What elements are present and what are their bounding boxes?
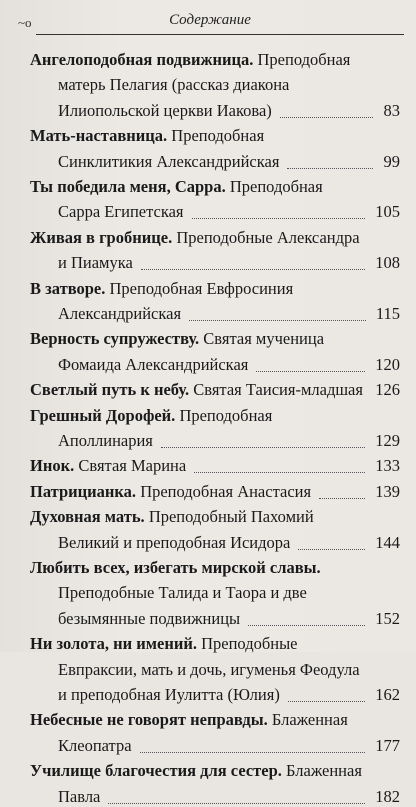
header-ornament: ~o xyxy=(18,15,32,30)
toc-entry-title: Грешный Дорофей. xyxy=(30,405,176,425)
toc-entry-title: Любить всех, избегать мирской славы. xyxy=(30,558,321,577)
toc-entry-first-line xyxy=(30,329,324,349)
toc-entry-subtitle: Преподобная xyxy=(225,177,323,196)
toc-entry-continuation: Илиопольской церкви Иакова) xyxy=(58,100,272,120)
toc-entry-first-line xyxy=(30,126,264,146)
dot-leader xyxy=(141,268,365,270)
toc-entry-continuation: Аполлинария xyxy=(58,431,153,450)
toc-page-number: 108 xyxy=(375,253,400,273)
toc-entry-continuation: и преподобная Иулитта (Юлия) xyxy=(58,685,280,704)
toc-entry-first-line xyxy=(30,380,363,400)
toc-entry-title: Патрицианка. xyxy=(30,481,137,501)
toc-entry-subtitle: Преподобная xyxy=(175,405,273,425)
toc-page-number: 115 xyxy=(375,304,400,323)
toc-entry-first-line xyxy=(30,228,360,248)
toc-entry-title: В затворе. xyxy=(30,278,106,298)
dot-leader xyxy=(140,751,365,753)
toc-entry-first-line xyxy=(30,177,323,197)
toc-entry-subtitle: Преподобная xyxy=(167,126,265,146)
toc-entry-continuation: Александрийская xyxy=(58,304,182,323)
toc-page-number: 152 xyxy=(375,608,400,628)
toc-entry-subtitle: Блаженная xyxy=(267,710,348,730)
toc-entry-subtitle: Блаженная xyxy=(281,761,362,781)
dot-leader xyxy=(256,370,365,372)
dot-leader xyxy=(248,624,365,626)
toc-entry-continuation: Преподобные Талида и Таора и две xyxy=(58,583,307,603)
toc-entry-first-line xyxy=(30,482,311,502)
toc-entry-continuation: Фомаида Александрийская xyxy=(58,354,249,374)
toc-page-number: 177 xyxy=(375,735,400,755)
toc-entry-subtitle: Преподобная xyxy=(253,50,351,69)
toc-entry-first-line xyxy=(30,279,293,299)
toc-entry-subtitle: Преподобный Пахомий xyxy=(144,507,314,527)
toc-entry-subtitle: Преподобная Евфросиния xyxy=(105,278,294,298)
toc-entry-continuation: Великий и преподобная Исидора xyxy=(58,532,291,552)
toc-page-number: 144 xyxy=(375,532,400,552)
running-header xyxy=(10,12,410,30)
dot-leader xyxy=(287,167,373,169)
toc-entry-continuation: Клеопатра xyxy=(58,735,132,755)
toc-entry-title: Живая в гробнице. xyxy=(30,227,173,247)
toc-page-number: 105 xyxy=(375,202,400,222)
toc-entry-continuation: и Пиамука xyxy=(58,253,133,273)
dot-leader xyxy=(108,802,365,804)
toc-entry-first-line xyxy=(30,761,362,781)
toc-entry-first-line xyxy=(30,456,186,476)
toc-entry-subtitle: Святая Таисия-младшая xyxy=(189,380,363,400)
toc-entry-first-line xyxy=(30,558,321,578)
toc-page-number: 126 xyxy=(375,380,400,400)
toc-entry-title: Верность супружеству. xyxy=(30,329,200,349)
toc-entry-continuation: безымянные подвижницы xyxy=(58,608,241,628)
toc-page-number: 133 xyxy=(375,456,400,476)
toc-entry-first-line xyxy=(30,507,314,527)
toc-entry-first-line xyxy=(30,634,297,654)
toc-entry-continuation: Павла xyxy=(58,786,101,806)
running-head-title: Содержание xyxy=(169,12,251,28)
toc-page-number: 182 xyxy=(375,786,400,806)
toc-entry-first-line xyxy=(30,50,350,70)
dot-leader xyxy=(194,471,365,473)
toc-entry-title: Мать-наставница. xyxy=(30,126,168,146)
dot-leader xyxy=(298,548,365,550)
toc-entry-subtitle: Святая Марина xyxy=(74,456,187,476)
toc-entry-continuation: матерь Пелагия (рассказ диакона xyxy=(58,75,290,95)
dot-leader xyxy=(161,446,365,448)
toc-entry-continuation: Сарра Египетская xyxy=(58,202,184,222)
toc-entry-continuation: Евпраксии, мать и дочь, игуменья Феодула xyxy=(58,659,360,679)
toc-entry-title: Ты победила меня, Сарра. xyxy=(30,177,226,196)
toc-entry-title: Ни золота, ни имений. xyxy=(30,634,197,654)
toc-entry-title: Духовная мать. xyxy=(30,507,145,527)
toc-entry-title: Светлый путь к небу. xyxy=(30,380,190,400)
toc-entry-first-line xyxy=(30,710,348,730)
toc-page-number: 139 xyxy=(375,481,400,501)
toc-entry-subtitle: Преподобные xyxy=(196,634,298,654)
toc-entry-subtitle: Святая мученица xyxy=(199,329,325,349)
toc-entry-title: Ангелоподобная подвижница. xyxy=(30,50,254,69)
dot-leader xyxy=(319,497,365,499)
toc-entry-title: Небесные не говорят неправды. xyxy=(30,710,268,730)
toc-page-number: 129 xyxy=(375,431,400,450)
toc-page-number: 83 xyxy=(383,100,400,120)
dot-leader xyxy=(189,319,366,321)
dot-leader xyxy=(280,116,373,118)
toc-entry-subtitle: Преподобные Александра xyxy=(172,227,360,247)
toc-page-number: 162 xyxy=(375,685,400,704)
dot-leader xyxy=(192,217,365,219)
dot-leader xyxy=(288,700,365,702)
toc-entry-subtitle: Преподобная Анастасия xyxy=(136,481,312,501)
toc-page-number: 120 xyxy=(375,354,400,374)
toc-entry-title: Инок. xyxy=(30,456,75,476)
header-rule xyxy=(36,34,404,35)
toc-entry-continuation: Синклитикия Александрийская xyxy=(58,151,280,171)
toc-page-number: 99 xyxy=(383,151,400,171)
toc-entry-title: Училище благочестия для сестер. xyxy=(30,761,282,781)
toc-entry-first-line xyxy=(30,406,272,426)
